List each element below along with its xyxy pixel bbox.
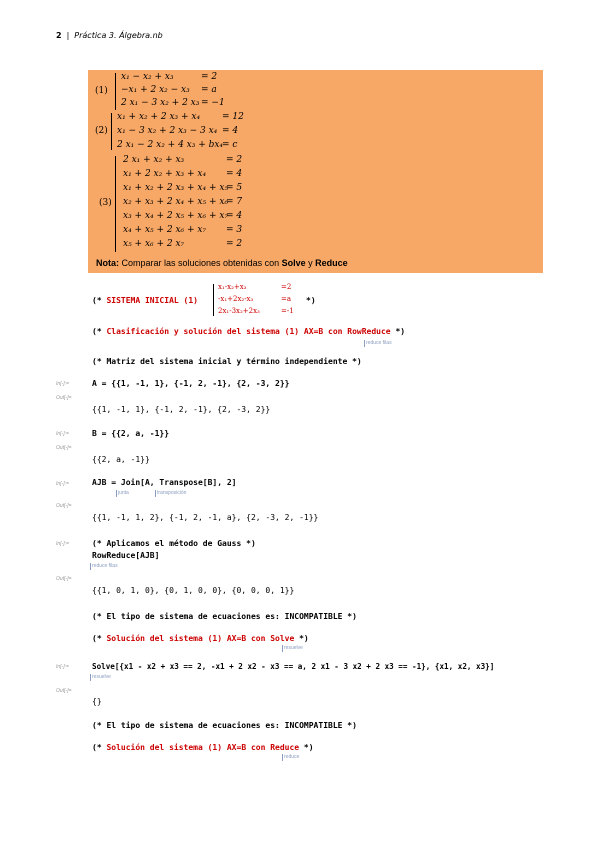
equation-rhs: = a bbox=[201, 85, 217, 95]
mini-equation-rhs: =2 bbox=[281, 283, 292, 291]
equation-rhs: = 12 bbox=[222, 112, 244, 122]
equation-rhs: = 7 bbox=[226, 197, 243, 207]
mini-equation-rhs: =-1 bbox=[281, 307, 294, 315]
page-number: 2 bbox=[56, 31, 62, 40]
equation: x₅ + x₆ + 2 x₇ bbox=[123, 239, 185, 249]
output-vector-b: {{2, a, -1}} bbox=[92, 455, 150, 464]
comment-red-text: Solución del sistema (1) AX=B con Reduce bbox=[106, 743, 300, 752]
comment-initial-system[interactable] bbox=[92, 296, 198, 305]
equation-rhs: = 2 bbox=[226, 155, 243, 165]
equation: x₁ + 2 x₂ + x₃ + x₄ bbox=[123, 169, 207, 179]
mini-equation: 2x₁-3x₂+2x₃ bbox=[218, 307, 260, 315]
equation-rhs: = 5 bbox=[226, 183, 243, 193]
equation: −x₁ + 2 x₂ − x₃ bbox=[121, 85, 190, 95]
comment-close: *) bbox=[299, 743, 314, 752]
input-label: In[-]:= bbox=[56, 381, 69, 387]
output-matrix-a: {{1, -1, 1}, {-1, 2, -1}, {2, -3, 2}} bbox=[92, 405, 271, 414]
input-label: In[-]:= bbox=[56, 431, 69, 437]
comment-open: (* bbox=[92, 634, 107, 643]
equation-rhs: = 4 bbox=[226, 211, 243, 221]
note-label: Nota: bbox=[96, 258, 119, 268]
system-1-brace bbox=[115, 73, 116, 110]
comment-rowreduce-heading[interactable] bbox=[92, 327, 405, 336]
autocomplete-hint: reduce filas bbox=[92, 563, 118, 569]
output-rowreduce: {{1, 0, 1, 0}, {0, 1, 0, 0}, {0, 0, 0, 1}} bbox=[92, 586, 295, 595]
output-solve: {} bbox=[92, 697, 102, 706]
equation-rhs: = −1 bbox=[201, 98, 225, 108]
input-vector-b[interactable]: B = {{2, a, -1}} bbox=[92, 429, 170, 438]
comment-open: (* bbox=[92, 743, 107, 752]
input-join-ajb[interactable]: AJB = Join[A, Transpose[B], 2] bbox=[92, 478, 237, 487]
comment-close: *) bbox=[390, 327, 406, 336]
comment-gauss[interactable]: (* Aplicamos el método de Gauss *) bbox=[92, 539, 256, 548]
comment-open: (* bbox=[92, 327, 107, 336]
equation: x₂ + x₃ + 2 x₄ + x₅ + x₆ bbox=[123, 197, 229, 207]
equation: x₁ + x₂ + 2 x₃ + x₄ bbox=[117, 112, 201, 122]
input-label: In[-]:= bbox=[56, 664, 69, 670]
comment-solve-heading[interactable] bbox=[92, 634, 309, 643]
note-and: y bbox=[305, 258, 316, 268]
comment-incompatible[interactable]: (* El tipo de sistema de ecuaciones es: INCOMPATIBLE *) bbox=[92, 612, 357, 621]
comment-incompatible[interactable]: (* El tipo de sistema de ecuaciones es: INCOMPATIBLE *) bbox=[92, 721, 357, 730]
system-3-label: (3) bbox=[99, 198, 112, 208]
autocomplete-hint: reduce filas bbox=[366, 340, 392, 346]
mini-equation: x₁-x₂+x₃ bbox=[218, 283, 247, 291]
page-header bbox=[56, 31, 163, 40]
mini-equation: -x₁+2x₂-x₃ bbox=[218, 295, 254, 303]
comment-red-text: SISTEMA INICIAL (1) bbox=[106, 296, 198, 305]
equation: x₁ − 3 x₂ + 2 x₃ − 3 x₄ bbox=[117, 126, 218, 136]
autocomplete-hint: resuelve bbox=[284, 645, 303, 651]
equation: 2 x₁ + x₂ + x₃ bbox=[123, 155, 185, 165]
autocomplete-hint: reduce bbox=[284, 754, 300, 760]
equation-rhs: = c bbox=[222, 140, 238, 150]
equation: x₁ + x₂ + 2 x₃ + x₄ + x₅ bbox=[123, 183, 229, 193]
comment-matrix[interactable]: (* Matriz del sistema inicial y término independiente *) bbox=[92, 357, 362, 366]
autocomplete-hint: junta bbox=[118, 490, 129, 496]
comment-close: *) bbox=[306, 296, 316, 305]
output-label: Out[-]= bbox=[56, 688, 72, 694]
equation: x₁ − x₂ + x₃ bbox=[121, 72, 174, 82]
comment-close: *) bbox=[294, 634, 309, 643]
equation-rhs: = 4 bbox=[226, 169, 243, 179]
note-body: Comparar las soluciones obtenidas con bbox=[119, 258, 282, 268]
output-label: Out[-]= bbox=[56, 576, 72, 582]
note-text bbox=[96, 258, 348, 268]
input-rowreduce[interactable]: RowReduce[AJB] bbox=[92, 551, 160, 560]
comment-reduce-heading[interactable] bbox=[92, 743, 314, 752]
note-solve: Solve bbox=[281, 258, 306, 268]
equation-rhs: = 4 bbox=[222, 126, 239, 136]
system-2-brace bbox=[111, 113, 112, 150]
system-2-label: (2) bbox=[95, 126, 108, 136]
output-label: Out[-]= bbox=[56, 395, 72, 401]
input-label: In[-]:= bbox=[56, 541, 69, 547]
equation-rhs: = 3 bbox=[226, 225, 243, 235]
equation: x₄ + x₅ + 2 x₆ + x₇ bbox=[123, 225, 207, 235]
input-solve[interactable]: Solve[{x1 - x2 + x3 == 2, -x1 + 2 x2 - x3 == a, 2 x1 - 3 x2 + 2 x3 == -1}, {x1, x2, x3}] bbox=[92, 662, 495, 671]
comment-open: (* bbox=[92, 296, 107, 305]
comment-red-text: Solución del sistema (1) AX=B con Solve bbox=[106, 634, 295, 643]
notebook-title: Práctica 3. Álgebra.nb bbox=[74, 31, 163, 40]
system-1-label: (1) bbox=[95, 86, 108, 96]
equation: 2 x₁ − 2 x₂ + 4 x₃ + bx₄ bbox=[117, 140, 224, 150]
header-separator: | bbox=[66, 31, 70, 40]
equation: 2 x₁ − 3 x₂ + 2 x₃ bbox=[121, 98, 200, 108]
equation-rhs: = 2 bbox=[201, 72, 218, 82]
output-label: Out[-]= bbox=[56, 503, 72, 509]
mini-equation-rhs: =a bbox=[281, 295, 292, 303]
system-3-brace bbox=[115, 156, 116, 252]
input-label: In[-]:= bbox=[56, 481, 69, 487]
mini-system-brace bbox=[213, 284, 214, 316]
output-matrix-ajb: {{1, -1, 1, 2}, {-1, 2, -1, a}, {2, -3, 2, -1}} bbox=[92, 513, 319, 522]
comment-red-text: Clasificación y solución del sistema (1) AX=B con RowReduce bbox=[106, 327, 391, 336]
autocomplete-hint: transposición bbox=[157, 490, 187, 496]
note-reduce: Reduce bbox=[315, 258, 348, 268]
equation: x₃ + x₄ + 2 x₅ + x₆ + x₇ bbox=[123, 211, 229, 221]
equation-rhs: = 2 bbox=[226, 239, 243, 249]
output-label: Out[-]= bbox=[56, 445, 72, 451]
input-matrix-a[interactable]: A = {{1, -1, 1}, {-1, 2, -1}, {2, -3, 2}} bbox=[92, 379, 290, 388]
autocomplete-hint: resuelve bbox=[92, 674, 111, 680]
